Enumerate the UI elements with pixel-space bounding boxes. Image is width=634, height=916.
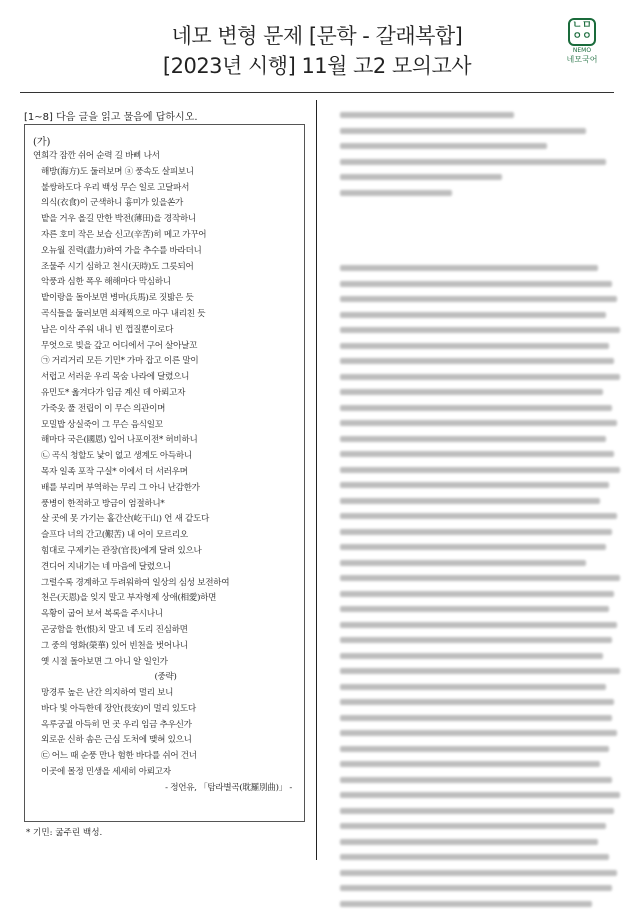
blurred-text-line [340,684,606,690]
blurred-text-line [340,761,600,767]
passage-line: 유민도* 옮겨다가 임금 계신 데 아뢰고자 [41,387,186,398]
header-divider [20,92,614,93]
blurred-text-line [340,128,586,134]
passage-line: 견디어 지내기는 네 마음에 달렸으니 [41,561,171,572]
blurred-text-line [340,436,606,442]
passage-line: - 정언유, 「탐라별곡(耽羅別曲)」 - [165,782,292,793]
passage-line: 남은 이삭 주워 내니 빈 껍질뿐이로다 [41,324,174,335]
blurred-text-line [340,159,606,165]
passage-line: 곤궁함을 한(恨)치 말고 네 도리 진심하면 [41,624,188,635]
passage-line: ㉡ 곡식 청할도 낯이 없고 생계도 아득하니 [41,451,192,462]
passage-line: 가죽옷 풀 전립이 이 무슨 의관이며 [41,403,166,414]
blurred-text-line [340,529,612,535]
blurred-text-line [340,374,620,380]
blurred-text-line [340,746,609,752]
passage-line: 외로운 신하 솜은 근심 도처에 맺혀 있으니 [41,735,192,746]
passage-line: 이곳에 몰정 민생을 세세히 아뢰고자 [41,767,171,778]
passage-line: 옥루궁궐 아득히 먼 곳 우리 임금 추우신가 [41,719,192,730]
passage-line: 천은(天恩)을 잊지 말고 부자형제 상애(相愛)하면 [41,593,217,604]
blurred-text-line [340,235,620,265]
blurred-text-line [340,174,502,180]
blurred-text-line [340,591,614,597]
passage-line: 곡식들을 둘러보면 쇠채찍으로 마구 내리친 듯 [41,308,206,319]
blurred-text-line [340,730,617,736]
blurred-text-line [340,792,620,798]
passage-line: 망경루 높은 난간 의지하여 멀리 보니 [41,688,174,699]
logo-ko-text: 네모국어 [566,55,598,64]
blurred-text-line [340,699,614,705]
blurred-text-line [340,327,620,333]
blurred-text-line [340,343,609,349]
blurred-text-line [340,560,586,566]
passage-line: 밭이랑을 돌아보면 병마(兵馬)로 짓밟은 듯 [41,293,194,304]
passage-line: 의식(衣食)이 군색하니 흉미가 있을쏜가 [41,198,184,209]
blurred-text-line [340,606,609,612]
blurred-text-line [340,823,606,829]
instruction-text: [1~8] 다음 글을 읽고 물음에 답하시오. [24,112,198,123]
blurred-text-line [340,839,598,845]
passage-line: 그럴수록 경계하고 두려워하여 일상의 심성 보전하여 [41,577,230,588]
passage-box [24,124,305,822]
blurred-text-line [340,513,617,519]
passage-line: 그 중의 영화(榮華) 있어 빈천을 벗어나니 [41,640,188,651]
blurred-text-line [340,715,612,721]
blurred-text-line [340,451,614,457]
blurred-text-line [340,885,612,891]
blurred-text-line [340,143,547,149]
blurred-text-line [340,112,514,118]
passage-lines [33,149,298,797]
column-divider [316,100,317,860]
blurred-text-line [340,544,606,550]
passage-line: 바다 빛 아득한데 장안(長安)이 멀리 있도다 [41,703,196,714]
passage-line: 서럽고 서러운 우리 목숨 나라에 달렸으니 [41,372,190,383]
blurred-text-line [340,482,609,488]
blurred-text-line [340,854,609,860]
footnote: * 기민: 굶주린 백성. [26,828,103,838]
passage-line: 살 곳에 못 가기는 홀간산(屹干山) 언 새 같도다 [41,514,210,525]
passage-line: ㉢ 어느 때 순풍 만나 험한 바다를 쉬어 건너 [41,751,197,762]
passage-line: 옥황이 굽어 보셔 복록을 주시나니 [41,609,163,620]
blurred-text-line [340,312,606,318]
blurred-text-line [340,281,612,287]
passage-line: 해마다 국은(國恩) 입어 나포이전* 허비하니 [41,435,198,446]
nemo-logo-icon: ㄴㅁ ㅇㅇ [568,18,596,46]
nemo-logo [562,18,602,65]
passage-line: 불쌍하도다 우리 백성 무슨 일로 고달파서 [41,182,190,193]
passage-line: 조물주 시기 심하고 천시(天時)도 그릇되어 [41,261,194,272]
blurred-text-line [340,808,614,814]
passage-line: 옛 시절 돌아보면 그 아니 알 일인가 [41,656,168,667]
passage-line: 모밀밥 상실죽이 그 무슨 음식일꼬 [41,419,163,430]
passage-line: 힘대로 구제키는 관장(官長)에게 달려 있으나 [41,545,202,556]
passage-line: 목자 일족 포작 구실* 이에서 더 서러우며 [41,466,188,477]
passage-line: 배를 부리며 부역하는 무리 그 아니 난감한가 [41,482,200,493]
passage-line: 자른 호미 작은 보습 신고(辛苦)히 메고 가꾸어 [41,229,207,240]
passage-line: 무엇으로 빚을 갚고 어디에서 구어 살아날꼬 [41,340,198,351]
passage-line: 오뉴월 진력(盡力)하여 가을 추수를 바라더니 [41,245,202,256]
passage-line: 악풍과 심한 폭우 해해마다 막심하니 [41,277,171,288]
blurred-text-line [340,653,603,659]
blurred-text-line [340,190,452,196]
passage-line: 슬프다 너의 간고(艱苦) 내 어이 모르리오 [41,530,188,541]
blurred-text-line [340,668,620,674]
blurred-text-line [340,296,617,302]
blurred-text-line [340,358,614,364]
passage-line: 밭을 거우 올길 만한 박전(薄田)을 경작하니 [41,214,196,225]
passage-label: (가) [33,137,51,148]
passage-line: ㉠ 거리거리 모든 기민* 가마 잡고 이른 말이 [41,356,199,367]
blurred-text-line [340,622,617,628]
passage-line: 연희각 잠깐 쉬어 순력 길 바삐 나서 [33,151,160,161]
blurred-text-line [340,265,598,271]
passage-line: 해방(海方)도 둘러보며 ⓐ 풍속도 살피보니 [41,166,194,177]
blurred-text-line [340,901,592,907]
blurred-text-line [340,205,620,235]
blurred-text-line [340,405,612,411]
blurred-text-line [340,420,617,426]
blurred-text-line [340,498,600,504]
blurred-text-line [340,467,620,473]
blurred-text-line [340,575,620,581]
logo-en-text: NEMO [572,47,592,54]
blurred-text-line [340,870,617,876]
blurred-text-line [340,389,603,395]
blurred-text-line [340,777,612,783]
passage-line: (중략) [154,672,177,683]
blurred-right-column [340,112,620,916]
page-title-line2: [2023년 시행] 11월 고2 모의고사 [162,54,472,78]
page-title-line1: 네모 변형 문제 [문학 - 갈래복합] [171,24,463,48]
blurred-text-line [340,637,612,643]
passage-line: 풍병이 한적하고 방금이 엄절하니* [41,498,165,509]
